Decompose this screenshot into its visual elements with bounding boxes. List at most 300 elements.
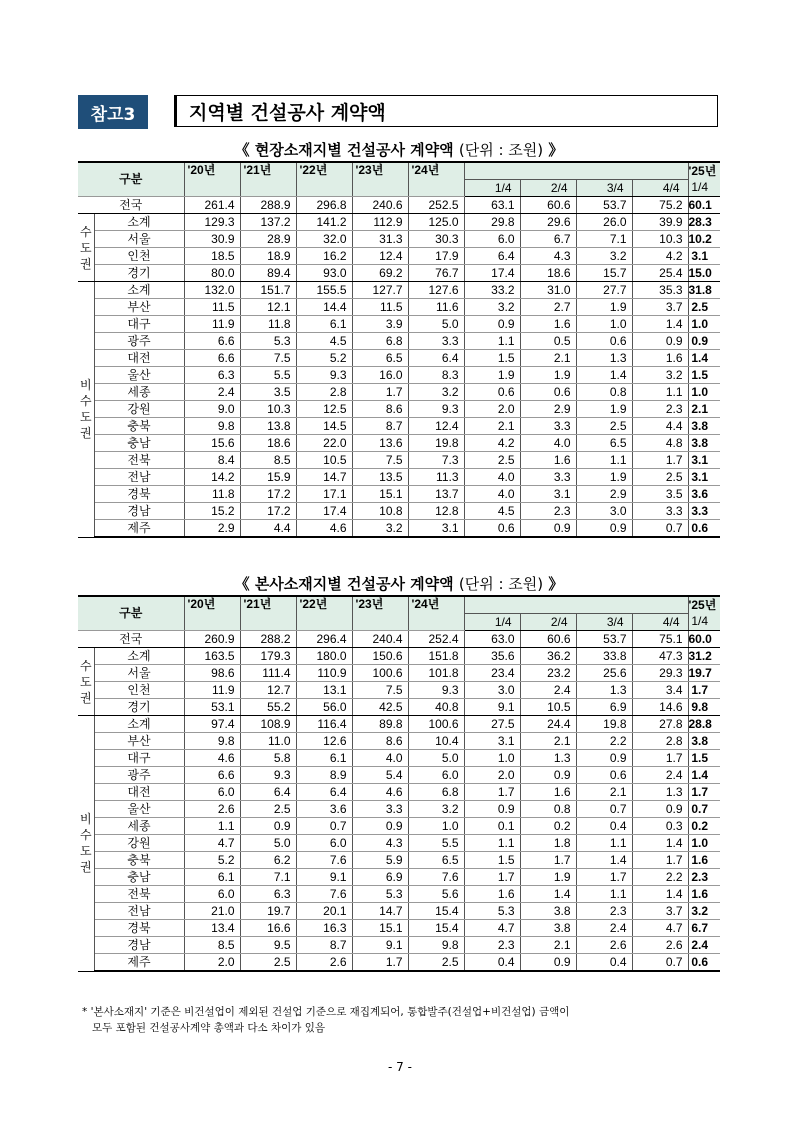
value-cell-latest: 1.7 [688,682,720,699]
value-cell: 23.4 [464,665,520,682]
value-cell: 30.9 [184,231,240,248]
value-cell: 0.6 [576,333,632,350]
value-cell: 2.4 [184,384,240,401]
value-cell: 0.6 [520,384,576,401]
value-cell: 16.0 [352,367,408,384]
group-label [78,648,94,716]
row-label: 서울 [94,665,184,682]
header-year: '23년 [352,596,408,631]
value-cell: 3.3 [520,469,576,486]
value-cell: 1.5 [464,350,520,367]
row-label: 부산 [94,299,184,316]
value-cell: 13.6 [352,435,408,452]
value-cell: 9.3 [408,682,464,699]
value-cell: 14.5 [296,418,352,435]
value-cell: 75.2 [632,197,688,214]
value-cell-latest: 3.2 [688,903,720,920]
table2-unit: (단위 : 조원) [458,575,544,593]
value-cell: 47.3 [632,648,688,665]
value-cell: 14.6 [632,699,688,716]
header-year: '21년 [240,162,296,197]
value-cell: 6.6 [184,767,240,784]
value-cell: 0.4 [576,818,632,835]
value-cell: 17.4 [296,503,352,520]
value-cell: 12.7 [240,682,296,699]
value-cell: 1.7 [464,869,520,886]
value-cell: 2.1 [576,784,632,801]
value-cell: 2.6 [184,801,240,818]
value-cell: 24.4 [520,716,576,733]
value-cell: 3.0 [464,682,520,699]
value-cell: 4.7 [632,920,688,937]
value-cell: 4.2 [632,248,688,265]
header-row [78,162,720,180]
value-cell: 8.7 [296,937,352,954]
value-cell: 296.4 [296,631,352,648]
value-cell: 12.4 [408,418,464,435]
value-cell: 23.2 [520,665,576,682]
table-row [78,920,720,937]
value-cell-latest: 1.6 [688,886,720,903]
table-row [78,852,720,869]
value-cell: 17.9 [408,248,464,265]
value-cell: 5.2 [296,350,352,367]
value-cell: 261.4 [184,197,240,214]
value-cell: 9.0 [184,401,240,418]
value-cell: 6.6 [184,333,240,350]
value-cell: 0.9 [576,750,632,767]
value-cell: 19.8 [408,435,464,452]
value-cell-latest: 3.8 [688,733,720,750]
value-cell: 15.2 [184,503,240,520]
value-cell-latest: 1.6 [688,852,720,869]
value-cell: 5.3 [352,886,408,903]
table2-title-text: 《 본사소재지별 건설공사 계약액 [234,575,454,593]
value-cell: 0.6 [464,520,520,538]
value-cell: 2.5 [464,452,520,469]
value-cell: 1.3 [520,750,576,767]
value-cell: 0.4 [576,954,632,972]
value-cell: 31.3 [352,231,408,248]
value-cell: 36.2 [520,648,576,665]
value-cell: 0.9 [520,954,576,972]
value-cell: 11.9 [184,316,240,333]
value-cell: 13.5 [352,469,408,486]
value-cell: 6.2 [240,852,296,869]
value-cell: 60.6 [520,631,576,648]
value-cell: 6.1 [296,316,352,333]
table-row [78,452,720,469]
value-cell: 0.9 [520,520,576,538]
value-cell-latest: 2.4 [688,937,720,954]
value-cell: 14.4 [296,299,352,316]
value-cell: 2.0 [464,767,520,784]
value-cell-latest: 9.8 [688,699,720,716]
table-row [78,316,720,333]
table-row-total [78,631,720,648]
value-cell-latest: 3.8 [688,418,720,435]
value-cell: 76.7 [408,265,464,282]
value-cell: 3.2 [632,367,688,384]
value-cell: 14.2 [184,469,240,486]
value-cell: 6.0 [184,886,240,903]
value-cell-latest: 10.2 [688,231,720,248]
header-quarter: 1/4 [464,180,520,197]
value-cell: 53.1 [184,699,240,716]
table-row [78,937,720,954]
value-cell: 1.6 [520,452,576,469]
value-cell: 28.9 [240,231,296,248]
value-cell-latest: 28.3 [688,214,720,231]
value-cell: 4.0 [352,750,408,767]
value-cell: 4.2 [464,435,520,452]
value-cell: 5.5 [408,835,464,852]
value-cell: 19.8 [576,716,632,733]
row-label: 대구 [94,750,184,767]
row-label: 소계 [94,648,184,665]
value-cell: 18.6 [520,265,576,282]
value-cell: 2.9 [576,486,632,503]
page-number: - 7 - [388,1060,412,1074]
row-label: 전국 [78,631,184,648]
value-cell: 6.4 [240,784,296,801]
value-cell: 3.8 [520,920,576,937]
value-cell: 11.5 [352,299,408,316]
value-cell: 6.5 [576,435,632,452]
value-cell: 12.6 [296,733,352,750]
row-label: 서울 [94,231,184,248]
table-row [78,435,720,452]
page-title: 지역별 건설공사 계약액 [174,95,718,127]
value-cell: 7.1 [576,231,632,248]
value-cell: 5.0 [408,750,464,767]
value-cell: 3.2 [408,801,464,818]
group-label-char: 수 [79,658,92,673]
value-cell: 8.5 [240,452,296,469]
value-cell: 2.3 [632,401,688,418]
value-cell: 3.6 [296,801,352,818]
value-cell-latest: 19.7 [688,665,720,682]
value-cell: 63.0 [464,631,520,648]
group-label-char: 비 [79,378,92,393]
header-quarter: 3/4 [576,180,632,197]
value-cell: 9.3 [240,767,296,784]
value-cell: 22.0 [296,435,352,452]
value-cell: 3.3 [408,333,464,350]
value-cell: 4.6 [352,784,408,801]
value-cell: 75.1 [632,631,688,648]
value-cell: 27.8 [632,716,688,733]
group-label [78,214,94,282]
value-cell: 3.1 [408,520,464,538]
table-row [78,801,720,818]
row-label: 부산 [94,733,184,750]
value-cell: 1.4 [632,835,688,852]
group-label-char: 도 [79,410,92,425]
value-cell: 25.4 [632,265,688,282]
value-cell: 1.9 [520,869,576,886]
value-cell: 3.8 [520,903,576,920]
value-cell: 4.6 [296,520,352,538]
value-cell: 1.7 [520,852,576,869]
value-cell-latest: 1.5 [688,750,720,767]
value-cell: 0.5 [520,333,576,350]
value-cell: 110.9 [296,665,352,682]
value-cell: 1.4 [576,367,632,384]
row-label: 강원 [94,835,184,852]
value-cell-latest: 3.3 [688,503,720,520]
value-cell: 2.6 [296,954,352,972]
value-cell-latest: 1.5 [688,367,720,384]
value-cell: 8.6 [352,401,408,418]
value-cell-latest: 1.0 [688,384,720,401]
value-cell: 1.0 [408,818,464,835]
value-cell: 15.1 [352,486,408,503]
value-cell: 10.3 [240,401,296,418]
value-cell: 240.4 [352,631,408,648]
value-cell: 2.1 [520,350,576,367]
row-label: 제주 [94,520,184,538]
header-category: 구분 [78,162,184,197]
table-row [78,784,720,801]
value-cell: 141.2 [296,214,352,231]
value-cell: 11.9 [184,682,240,699]
value-cell: 9.3 [296,367,352,384]
row-label: 소계 [94,214,184,231]
value-cell: 2.8 [632,733,688,750]
value-cell: 8.5 [184,937,240,954]
value-cell: 5.6 [408,886,464,903]
value-cell: 1.3 [632,784,688,801]
table-row [78,367,720,384]
value-cell: 69.2 [352,265,408,282]
value-cell: 17.1 [296,486,352,503]
value-cell: 7.5 [352,452,408,469]
value-cell: 0.9 [576,520,632,538]
value-cell: 2.1 [520,733,576,750]
table-row-total [78,197,720,214]
value-cell: 3.7 [632,299,688,316]
value-cell: 0.4 [464,954,520,972]
value-cell-latest: 0.7 [688,801,720,818]
value-cell: 33.2 [464,282,520,299]
row-label: 경북 [94,486,184,503]
value-cell: 0.7 [632,520,688,538]
value-cell: 1.1 [576,886,632,903]
value-cell: 3.2 [464,299,520,316]
value-cell: 0.9 [632,801,688,818]
value-cell: 6.1 [296,750,352,767]
value-cell: 10.4 [408,733,464,750]
value-cell: 4.8 [632,435,688,452]
value-cell: 111.4 [240,665,296,682]
value-cell: 2.6 [576,937,632,954]
table-row [78,503,720,520]
table-row [78,750,720,767]
value-cell: 0.9 [464,801,520,818]
value-cell: 60.6 [520,197,576,214]
row-label: 소계 [94,716,184,733]
value-cell: 2.4 [520,682,576,699]
value-cell: 9.1 [352,937,408,954]
group-label-char: 수 [79,828,92,843]
value-cell: 6.5 [352,350,408,367]
header-last-quarter: 1/4 [688,180,720,197]
value-cell: 240.6 [352,197,408,214]
value-cell: 5.2 [184,852,240,869]
value-cell: 1.7 [632,750,688,767]
group-label-char: 권 [79,860,92,875]
value-cell: 3.3 [520,418,576,435]
value-cell-latest: 31.8 [688,282,720,299]
value-cell: 2.1 [520,937,576,954]
value-cell: 1.7 [576,869,632,886]
table-row [78,350,720,367]
row-label: 인천 [94,682,184,699]
value-cell: 1.7 [352,384,408,401]
header-quarter: 2/4 [520,614,576,631]
value-cell: 2.9 [184,520,240,538]
value-cell: 6.4 [296,784,352,801]
value-cell: 18.5 [184,248,240,265]
value-cell: 1.0 [576,316,632,333]
value-cell: 1.1 [184,818,240,835]
row-label: 대전 [94,350,184,367]
header-quarter: 2/4 [520,180,576,197]
value-cell: 4.0 [464,469,520,486]
value-cell: 31.0 [520,282,576,299]
value-cell: 0.6 [464,384,520,401]
value-cell: 125.0 [408,214,464,231]
value-cell: 3.1 [520,486,576,503]
value-cell: 13.4 [184,920,240,937]
value-cell: 3.3 [352,801,408,818]
value-cell-latest: 0.2 [688,818,720,835]
value-cell: 14.7 [296,469,352,486]
header-quarter-group [464,162,688,180]
value-cell: 7.6 [296,852,352,869]
value-cell: 15.9 [240,469,296,486]
value-cell: 0.8 [520,801,576,818]
header-quarter: 4/4 [632,614,688,631]
row-label: 충남 [94,435,184,452]
value-cell: 9.1 [296,869,352,886]
value-cell: 5.5 [240,367,296,384]
value-cell: 1.9 [576,299,632,316]
value-cell: 53.7 [576,197,632,214]
value-cell: 132.0 [184,282,240,299]
value-cell: 2.3 [464,937,520,954]
group-label-char: 비 [79,812,92,827]
value-cell: 2.7 [520,299,576,316]
value-cell: 7.6 [408,869,464,886]
value-cell: 112.9 [352,214,408,231]
value-cell: 15.4 [408,920,464,937]
footnote [82,1004,722,1036]
value-cell: 0.8 [576,384,632,401]
value-cell: 151.8 [408,648,464,665]
value-cell: 18.9 [240,248,296,265]
value-cell: 3.5 [240,384,296,401]
value-cell: 26.0 [576,214,632,231]
value-cell-latest: 0.6 [688,954,720,972]
value-cell: 1.7 [632,852,688,869]
value-cell: 5.3 [464,903,520,920]
row-label: 광주 [94,767,184,784]
value-cell: 9.3 [408,401,464,418]
value-cell: 6.5 [408,852,464,869]
value-cell: 20.1 [296,903,352,920]
value-cell: 89.4 [240,265,296,282]
value-cell: 163.5 [184,648,240,665]
value-cell-latest: 2.5 [688,299,720,316]
value-cell: 14.7 [352,903,408,920]
value-cell: 6.0 [296,835,352,852]
value-cell: 6.4 [464,248,520,265]
value-cell: 288.9 [240,197,296,214]
value-cell: 3.2 [576,248,632,265]
value-cell: 3.4 [632,682,688,699]
value-cell: 2.3 [576,903,632,920]
value-cell: 7.5 [352,682,408,699]
value-cell: 17.4 [464,265,520,282]
value-cell: 8.3 [408,367,464,384]
value-cell: 2.5 [632,469,688,486]
header-year: '22년 [296,596,352,631]
row-label: 강원 [94,401,184,418]
value-cell: 0.9 [240,818,296,835]
value-cell: 2.4 [576,920,632,937]
group-label-char: 도 [79,844,92,859]
value-cell: 18.6 [240,435,296,452]
value-cell: 3.1 [464,733,520,750]
group-label-char: 권 [79,256,92,271]
table-row [78,665,720,682]
group-label [78,282,94,538]
value-cell: 32.0 [296,231,352,248]
row-label: 전남 [94,903,184,920]
value-cell: 0.9 [464,316,520,333]
value-cell: 260.9 [184,631,240,648]
value-cell: 2.9 [520,401,576,418]
value-cell: 4.0 [520,435,576,452]
value-cell: 2.0 [184,954,240,972]
value-cell: 0.7 [576,801,632,818]
value-cell: 98.6 [184,665,240,682]
value-cell: 1.6 [520,316,576,333]
group-label [78,716,94,972]
value-cell-latest: 1.7 [688,784,720,801]
table-row [78,818,720,835]
header-quarter-group [464,596,688,614]
table-row [78,401,720,418]
value-cell: 12.4 [352,248,408,265]
value-cell: 39.9 [632,214,688,231]
value-cell: 2.5 [576,418,632,435]
row-label: 세종 [94,818,184,835]
value-cell: 30.3 [408,231,464,248]
value-cell: 100.6 [352,665,408,682]
value-cell-latest: 0.6 [688,520,720,538]
value-cell: 2.5 [240,801,296,818]
group-label-char: 수 [79,394,92,409]
value-cell: 4.6 [184,750,240,767]
row-label: 경남 [94,937,184,954]
value-cell: 5.0 [240,835,296,852]
table-row [78,648,720,665]
value-cell: 101.8 [408,665,464,682]
value-cell: 3.2 [408,384,464,401]
